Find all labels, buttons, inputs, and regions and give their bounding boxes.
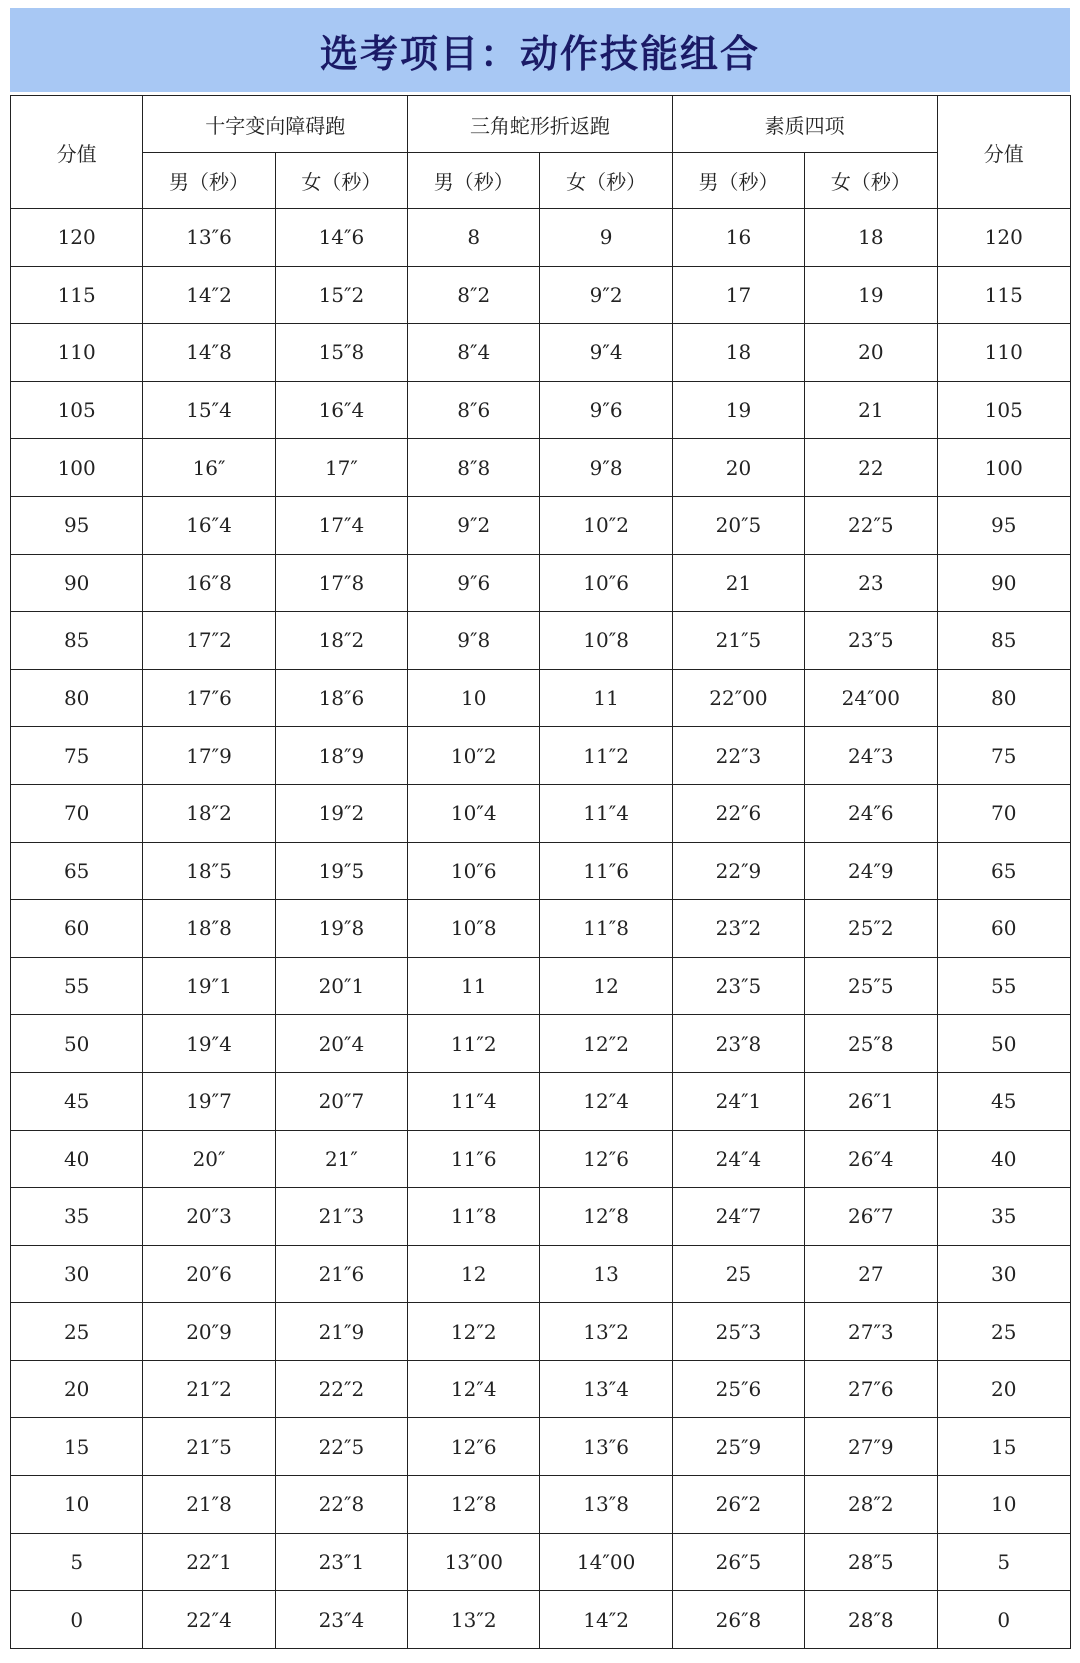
score-cell: 30 bbox=[11, 1245, 143, 1303]
score-cell: 25 bbox=[11, 1303, 143, 1361]
fitness-four-male-cell: 16 bbox=[672, 209, 804, 267]
score-cell: 15 bbox=[11, 1418, 143, 1476]
fitness-four-female-cell: 22″5 bbox=[805, 496, 937, 554]
score-cell-right: 25 bbox=[937, 1303, 1070, 1361]
fitness-four-female-cell: 26″1 bbox=[805, 1072, 937, 1130]
table-row bbox=[11, 1015, 1071, 1073]
cross-run-female-cell: 15″2 bbox=[275, 266, 407, 324]
table-row bbox=[11, 1072, 1071, 1130]
triangle-run-male-cell: 12″2 bbox=[408, 1303, 540, 1361]
triangle-run-male-cell: 8″4 bbox=[408, 324, 540, 382]
fitness-four-male-cell: 23″8 bbox=[672, 1015, 804, 1073]
table-row bbox=[11, 900, 1071, 958]
fitness-four-female-cell: 25″5 bbox=[805, 957, 937, 1015]
table-row bbox=[11, 1303, 1071, 1361]
cross-run-male-cell: 18″2 bbox=[143, 784, 275, 842]
fitness-four-male-cell: 17 bbox=[672, 266, 804, 324]
triangle-run-male-cell: 10 bbox=[408, 669, 540, 727]
fitness-four-male-cell: 25″3 bbox=[672, 1303, 804, 1361]
cross-run-male-cell: 14″8 bbox=[143, 324, 275, 382]
cross-run-male-cell: 17″2 bbox=[143, 612, 275, 670]
score-cell-right: 120 bbox=[937, 209, 1070, 267]
cross-run-male-cell: 19″7 bbox=[143, 1072, 275, 1130]
score-cell-right: 45 bbox=[937, 1072, 1070, 1130]
triangle-run-male-cell: 9″6 bbox=[408, 554, 540, 612]
fitness-four-male-cell: 23″5 bbox=[672, 957, 804, 1015]
fitness-four-female-cell: 20 bbox=[805, 324, 937, 382]
triangle-run-male-cell: 9″8 bbox=[408, 612, 540, 670]
female-header: 女（秒） bbox=[805, 153, 937, 209]
cross-run-male-cell: 18″8 bbox=[143, 900, 275, 958]
cross-run-male-cell: 20″ bbox=[143, 1130, 275, 1188]
fitness-four-male-cell: 26″2 bbox=[672, 1476, 804, 1534]
score-cell-right: 20 bbox=[937, 1360, 1070, 1418]
cross-run-male-cell: 22″4 bbox=[143, 1591, 275, 1649]
cross-run-female-cell: 20″1 bbox=[275, 957, 407, 1015]
score-cell-right: 65 bbox=[937, 842, 1070, 900]
triangle-run-male-cell: 10″2 bbox=[408, 727, 540, 785]
fitness-four-female-cell: 25″8 bbox=[805, 1015, 937, 1073]
male-header: 男（秒） bbox=[672, 153, 804, 209]
table-row bbox=[11, 1476, 1071, 1534]
table-row bbox=[11, 1245, 1071, 1303]
score-cell: 40 bbox=[11, 1130, 143, 1188]
score-cell-right: 15 bbox=[937, 1418, 1070, 1476]
triangle-run-female-cell: 13″8 bbox=[540, 1476, 672, 1534]
triangle-run-male-cell: 12″6 bbox=[408, 1418, 540, 1476]
table-row bbox=[11, 1188, 1071, 1246]
table-row bbox=[11, 324, 1071, 382]
score-cell: 75 bbox=[11, 727, 143, 785]
table-row bbox=[11, 1533, 1071, 1591]
score-table-body bbox=[11, 209, 1071, 1649]
fitness-four-male-cell: 24″1 bbox=[672, 1072, 804, 1130]
fitness-four-male-cell: 23″2 bbox=[672, 900, 804, 958]
male-header: 男（秒） bbox=[408, 153, 540, 209]
fitness-four-female-cell: 24″6 bbox=[805, 784, 937, 842]
triangle-run-male-cell: 10″8 bbox=[408, 900, 540, 958]
triangle-run-male-cell: 10″4 bbox=[408, 784, 540, 842]
cross-run-female-cell: 15″8 bbox=[275, 324, 407, 382]
fitness-four-female-cell: 24″9 bbox=[805, 842, 937, 900]
table-row bbox=[11, 842, 1071, 900]
table-row bbox=[11, 1591, 1071, 1649]
triangle-run-female-cell: 13″2 bbox=[540, 1303, 672, 1361]
score-cell: 105 bbox=[11, 381, 143, 439]
group-header-fitness-four: 素质四项 bbox=[672, 96, 937, 153]
score-cell-right: 95 bbox=[937, 496, 1070, 554]
fitness-four-female-cell: 23″5 bbox=[805, 612, 937, 670]
triangle-run-female-cell: 13 bbox=[540, 1245, 672, 1303]
score-table bbox=[10, 95, 1071, 1649]
fitness-four-male-cell: 20 bbox=[672, 439, 804, 497]
triangle-run-male-cell: 11″8 bbox=[408, 1188, 540, 1246]
group-header-cross-obstacle-run: 十字变向障碍跑 bbox=[143, 96, 408, 153]
table-row bbox=[11, 669, 1071, 727]
triangle-run-male-cell: 12″4 bbox=[408, 1360, 540, 1418]
triangle-run-female-cell: 12″8 bbox=[540, 1188, 672, 1246]
cross-run-male-cell: 20″9 bbox=[143, 1303, 275, 1361]
fitness-four-male-cell: 26″8 bbox=[672, 1591, 804, 1649]
cross-run-male-cell: 21″5 bbox=[143, 1418, 275, 1476]
table-row bbox=[11, 612, 1071, 670]
cross-run-male-cell: 17″6 bbox=[143, 669, 275, 727]
cross-run-male-cell: 19″4 bbox=[143, 1015, 275, 1073]
cross-run-female-cell: 21″3 bbox=[275, 1188, 407, 1246]
score-cell: 10 bbox=[11, 1476, 143, 1534]
score-cell-right: 70 bbox=[937, 784, 1070, 842]
score-cell: 60 bbox=[11, 900, 143, 958]
score-cell-right: 40 bbox=[937, 1130, 1070, 1188]
male-header: 男（秒） bbox=[143, 153, 275, 209]
triangle-run-female-cell: 9 bbox=[540, 209, 672, 267]
cross-run-female-cell: 23″1 bbox=[275, 1533, 407, 1591]
fitness-four-female-cell: 28″2 bbox=[805, 1476, 937, 1534]
fitness-four-male-cell: 26″5 bbox=[672, 1533, 804, 1591]
page-title: 选考项目：动作技能组合 bbox=[10, 8, 1070, 92]
cross-run-female-cell: 22″8 bbox=[275, 1476, 407, 1534]
table-row bbox=[11, 727, 1071, 785]
fitness-four-male-cell: 24″7 bbox=[672, 1188, 804, 1246]
score-cell-right: 5 bbox=[937, 1533, 1070, 1591]
triangle-run-male-cell: 11″6 bbox=[408, 1130, 540, 1188]
score-cell: 35 bbox=[11, 1188, 143, 1246]
fitness-four-female-cell: 21 bbox=[805, 381, 937, 439]
cross-run-male-cell: 14″2 bbox=[143, 266, 275, 324]
cross-run-female-cell: 19″2 bbox=[275, 784, 407, 842]
cross-run-female-cell: 16″4 bbox=[275, 381, 407, 439]
cross-run-male-cell: 21″8 bbox=[143, 1476, 275, 1534]
fitness-four-female-cell: 27″3 bbox=[805, 1303, 937, 1361]
triangle-run-male-cell: 13″00 bbox=[408, 1533, 540, 1591]
score-cell-right: 105 bbox=[937, 381, 1070, 439]
triangle-run-female-cell: 10″2 bbox=[540, 496, 672, 554]
triangle-run-female-cell: 11″4 bbox=[540, 784, 672, 842]
score-cell-right: 115 bbox=[937, 266, 1070, 324]
triangle-run-female-cell: 13″6 bbox=[540, 1418, 672, 1476]
triangle-run-male-cell: 11″4 bbox=[408, 1072, 540, 1130]
score-cell: 45 bbox=[11, 1072, 143, 1130]
fitness-four-male-cell: 25″9 bbox=[672, 1418, 804, 1476]
cross-run-male-cell: 18″5 bbox=[143, 842, 275, 900]
score-cell-right: 55 bbox=[937, 957, 1070, 1015]
fitness-four-male-cell: 25″6 bbox=[672, 1360, 804, 1418]
group-header-triangle-serpentine-run: 三角蛇形折返跑 bbox=[408, 96, 673, 153]
triangle-run-male-cell: 11 bbox=[408, 957, 540, 1015]
triangle-run-male-cell: 12 bbox=[408, 1245, 540, 1303]
score-cell: 70 bbox=[11, 784, 143, 842]
table-row bbox=[11, 554, 1071, 612]
table-row bbox=[11, 1130, 1071, 1188]
cross-run-male-cell: 19″1 bbox=[143, 957, 275, 1015]
cross-run-male-cell: 16″ bbox=[143, 439, 275, 497]
cross-run-female-cell: 18″9 bbox=[275, 727, 407, 785]
score-header-right: 分值 bbox=[937, 96, 1070, 209]
score-cell: 65 bbox=[11, 842, 143, 900]
score-cell-right: 10 bbox=[937, 1476, 1070, 1534]
cross-run-male-cell: 21″2 bbox=[143, 1360, 275, 1418]
fitness-four-female-cell: 27 bbox=[805, 1245, 937, 1303]
cross-run-female-cell: 19″5 bbox=[275, 842, 407, 900]
table-row bbox=[11, 439, 1071, 497]
triangle-run-female-cell: 12 bbox=[540, 957, 672, 1015]
header-row-gender bbox=[11, 153, 1071, 209]
triangle-run-male-cell: 10″6 bbox=[408, 842, 540, 900]
score-cell-right: 80 bbox=[937, 669, 1070, 727]
cross-run-male-cell: 13″6 bbox=[143, 209, 275, 267]
score-cell: 55 bbox=[11, 957, 143, 1015]
triangle-run-male-cell: 8″6 bbox=[408, 381, 540, 439]
score-cell: 85 bbox=[11, 612, 143, 670]
cross-run-female-cell: 17″4 bbox=[275, 496, 407, 554]
fitness-four-female-cell: 28″8 bbox=[805, 1591, 937, 1649]
score-cell-right: 90 bbox=[937, 554, 1070, 612]
score-cell: 95 bbox=[11, 496, 143, 554]
triangle-run-female-cell: 10″6 bbox=[540, 554, 672, 612]
female-header: 女（秒） bbox=[275, 153, 407, 209]
score-cell: 5 bbox=[11, 1533, 143, 1591]
table-row bbox=[11, 209, 1071, 267]
fitness-four-male-cell: 22″9 bbox=[672, 842, 804, 900]
score-cell-right: 100 bbox=[937, 439, 1070, 497]
fitness-four-male-cell: 19 bbox=[672, 381, 804, 439]
triangle-run-female-cell: 9″2 bbox=[540, 266, 672, 324]
triangle-run-male-cell: 12″8 bbox=[408, 1476, 540, 1534]
score-cell: 80 bbox=[11, 669, 143, 727]
score-cell-right: 0 bbox=[937, 1591, 1070, 1649]
score-cell-right: 30 bbox=[937, 1245, 1070, 1303]
triangle-run-male-cell: 8″8 bbox=[408, 439, 540, 497]
cross-run-female-cell: 18″6 bbox=[275, 669, 407, 727]
fitness-four-male-cell: 24″4 bbox=[672, 1130, 804, 1188]
triangle-run-female-cell: 12″6 bbox=[540, 1130, 672, 1188]
triangle-run-female-cell: 12″2 bbox=[540, 1015, 672, 1073]
fitness-four-male-cell: 21 bbox=[672, 554, 804, 612]
cross-run-female-cell: 23″4 bbox=[275, 1591, 407, 1649]
cross-run-female-cell: 18″2 bbox=[275, 612, 407, 670]
fitness-four-male-cell: 22″00 bbox=[672, 669, 804, 727]
fitness-four-male-cell: 18 bbox=[672, 324, 804, 382]
fitness-four-female-cell: 22 bbox=[805, 439, 937, 497]
triangle-run-female-cell: 9″4 bbox=[540, 324, 672, 382]
score-cell-right: 50 bbox=[937, 1015, 1070, 1073]
score-cell-right: 35 bbox=[937, 1188, 1070, 1246]
score-cell: 0 bbox=[11, 1591, 143, 1649]
cross-run-male-cell: 16″4 bbox=[143, 496, 275, 554]
triangle-run-female-cell: 11 bbox=[540, 669, 672, 727]
fitness-four-male-cell: 25 bbox=[672, 1245, 804, 1303]
triangle-run-male-cell: 8″2 bbox=[408, 266, 540, 324]
triangle-run-female-cell: 13″4 bbox=[540, 1360, 672, 1418]
fitness-four-female-cell: 23 bbox=[805, 554, 937, 612]
fitness-four-female-cell: 24″3 bbox=[805, 727, 937, 785]
cross-run-female-cell: 21″ bbox=[275, 1130, 407, 1188]
score-header-left: 分值 bbox=[11, 96, 143, 209]
table-row bbox=[11, 381, 1071, 439]
triangle-run-female-cell: 14″00 bbox=[540, 1533, 672, 1591]
cross-run-male-cell: 20″3 bbox=[143, 1188, 275, 1246]
triangle-run-female-cell: 14″2 bbox=[540, 1591, 672, 1649]
cross-run-female-cell: 22″2 bbox=[275, 1360, 407, 1418]
female-header: 女（秒） bbox=[540, 153, 672, 209]
triangle-run-male-cell: 9″2 bbox=[408, 496, 540, 554]
fitness-four-female-cell: 18 bbox=[805, 209, 937, 267]
triangle-run-male-cell: 13″2 bbox=[408, 1591, 540, 1649]
score-cell: 50 bbox=[11, 1015, 143, 1073]
cross-run-female-cell: 19″8 bbox=[275, 900, 407, 958]
fitness-four-male-cell: 22″3 bbox=[672, 727, 804, 785]
score-cell-right: 85 bbox=[937, 612, 1070, 670]
score-cell-right: 75 bbox=[937, 727, 1070, 785]
score-cell: 100 bbox=[11, 439, 143, 497]
score-cell-right: 60 bbox=[937, 900, 1070, 958]
score-cell-right: 110 bbox=[937, 324, 1070, 382]
fitness-four-male-cell: 21″5 bbox=[672, 612, 804, 670]
score-cell: 20 bbox=[11, 1360, 143, 1418]
triangle-run-male-cell: 11″2 bbox=[408, 1015, 540, 1073]
cross-run-female-cell: 21″6 bbox=[275, 1245, 407, 1303]
fitness-four-female-cell: 28″5 bbox=[805, 1533, 937, 1591]
cross-run-male-cell: 15″4 bbox=[143, 381, 275, 439]
triangle-run-female-cell: 12″4 bbox=[540, 1072, 672, 1130]
triangle-run-female-cell: 11″8 bbox=[540, 900, 672, 958]
fitness-four-male-cell: 22″6 bbox=[672, 784, 804, 842]
cross-run-female-cell: 17″ bbox=[275, 439, 407, 497]
cross-run-male-cell: 17″9 bbox=[143, 727, 275, 785]
cross-run-female-cell: 22″5 bbox=[275, 1418, 407, 1476]
score-cell: 110 bbox=[11, 324, 143, 382]
cross-run-male-cell: 20″6 bbox=[143, 1245, 275, 1303]
cross-run-female-cell: 21″9 bbox=[275, 1303, 407, 1361]
cross-run-female-cell: 17″8 bbox=[275, 554, 407, 612]
fitness-four-female-cell: 26″7 bbox=[805, 1188, 937, 1246]
fitness-four-female-cell: 27″6 bbox=[805, 1360, 937, 1418]
cross-run-male-cell: 16″8 bbox=[143, 554, 275, 612]
header-row-groups bbox=[11, 96, 1071, 153]
triangle-run-female-cell: 10″8 bbox=[540, 612, 672, 670]
table-row bbox=[11, 266, 1071, 324]
triangle-run-female-cell: 11″2 bbox=[540, 727, 672, 785]
cross-run-female-cell: 20″4 bbox=[275, 1015, 407, 1073]
triangle-run-female-cell: 9″6 bbox=[540, 381, 672, 439]
fitness-four-female-cell: 19 bbox=[805, 266, 937, 324]
table-row bbox=[11, 1418, 1071, 1476]
triangle-run-female-cell: 11″6 bbox=[540, 842, 672, 900]
cross-run-female-cell: 20″7 bbox=[275, 1072, 407, 1130]
table-row bbox=[11, 496, 1071, 554]
triangle-run-female-cell: 9″8 bbox=[540, 439, 672, 497]
score-cell: 115 bbox=[11, 266, 143, 324]
triangle-run-male-cell: 8 bbox=[408, 209, 540, 267]
score-cell: 120 bbox=[11, 209, 143, 267]
table-row bbox=[11, 784, 1071, 842]
fitness-four-female-cell: 25″2 bbox=[805, 900, 937, 958]
cross-run-female-cell: 14″6 bbox=[275, 209, 407, 267]
table-row bbox=[11, 1360, 1071, 1418]
cross-run-male-cell: 22″1 bbox=[143, 1533, 275, 1591]
fitness-four-female-cell: 26″4 bbox=[805, 1130, 937, 1188]
table-row bbox=[11, 957, 1071, 1015]
fitness-four-female-cell: 24″00 bbox=[805, 669, 937, 727]
fitness-four-female-cell: 27″9 bbox=[805, 1418, 937, 1476]
score-cell: 90 bbox=[11, 554, 143, 612]
fitness-four-male-cell: 20″5 bbox=[672, 496, 804, 554]
